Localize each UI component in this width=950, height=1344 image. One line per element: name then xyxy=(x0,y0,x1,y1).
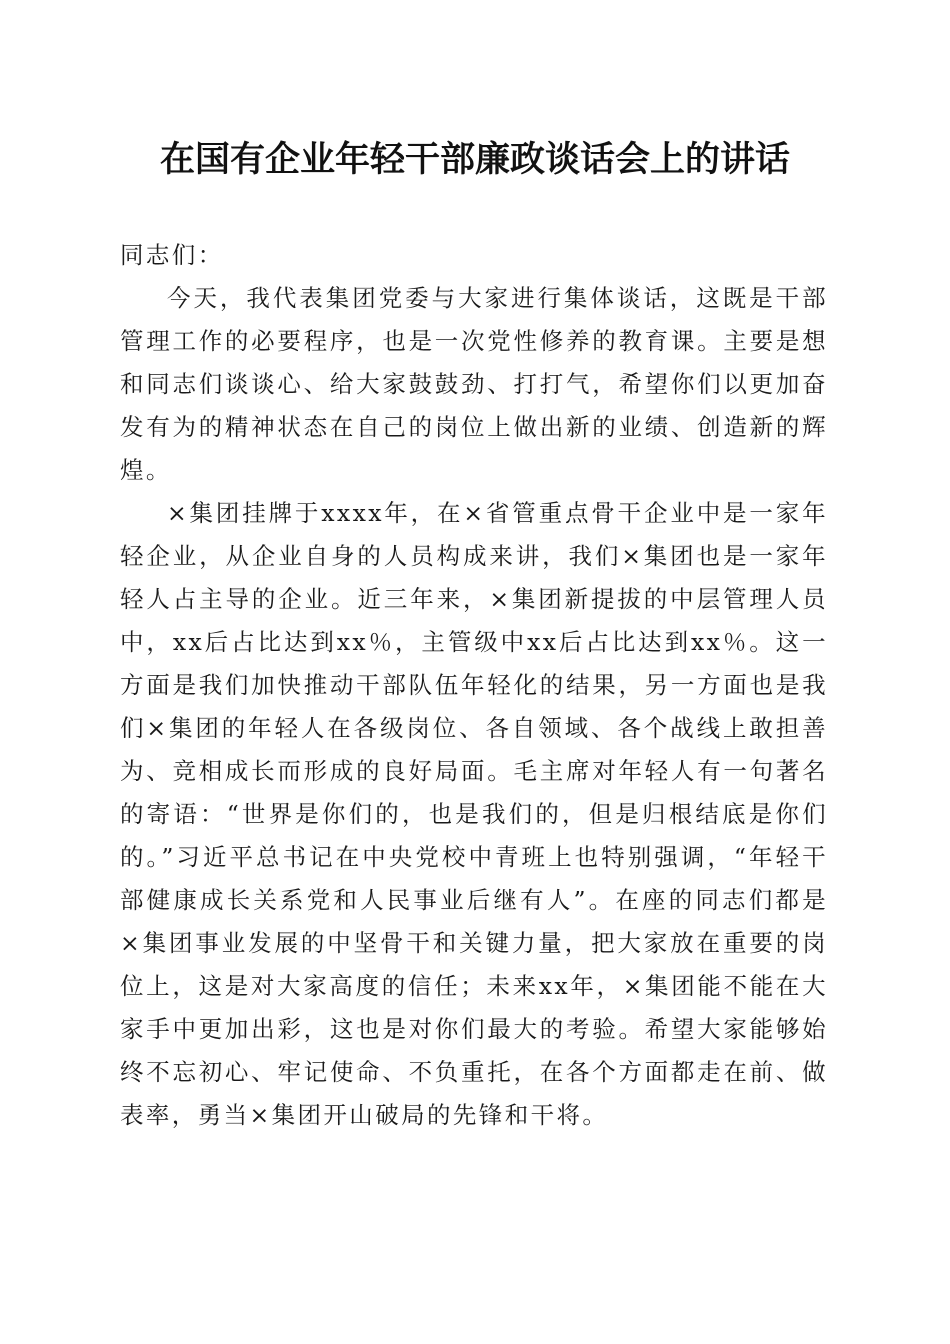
greeting-line: 同志们： xyxy=(120,241,224,269)
paragraph-intro: 今天，我代表集团党委与大家进行集体谈话，这既是干部管理工作的必要程序，也是一次党性修养的教育课。主要是想和同志们谈谈心、给大家鼓鼓劲、打打气，希望你们以更加奋发有为的精神状态在自己的岗位上做出新的业绩、创造新的辉煌。 xyxy=(120,284,828,484)
document-body xyxy=(120,234,828,1137)
document-title: 在国有企业年轻干部廉政谈话会上的讲话 xyxy=(159,139,790,180)
paragraph-group-overview: ×集团挂牌于xxxx年，在×省管重点骨干企业中是一家年轻企业，从企业自身的人员构成来讲，我们×集团也是一家年轻人占主导的企业。近三年来，×集团新提拔的中层管理人员中，xx后占比达到xx％，主管级中xx后占比达到xx％。这一方面是我们加快推动干部队伍年轻化的结果，另一方面也是我们×集团的年轻人在各级岗位、各自领域、各个战线上敢担善为、竞相成长而形成的良好局面。毛主席对年轻人有一句著名的寄语：“世界是你们的，也是我们的，但是归根结底是你们的。”习近平总书记在中央党校中青班上也特别强调，“年轻干部健康成长关系党和人民事业后继有人”。在座的同志们都是×集团事业发展的中坚骨干和关键力量，把大家放在重要的岗位上，这是对大家高度的信任；未来xx年，×集团能不能在大家手中更加出彩，这也是对你们最大的考验。希望大家能够始终不忘初心、牢记使命、不负重托，在各个方面都走在前、做表率，勇当×集团开山破局的先锋和干将。 xyxy=(120,499,828,1129)
